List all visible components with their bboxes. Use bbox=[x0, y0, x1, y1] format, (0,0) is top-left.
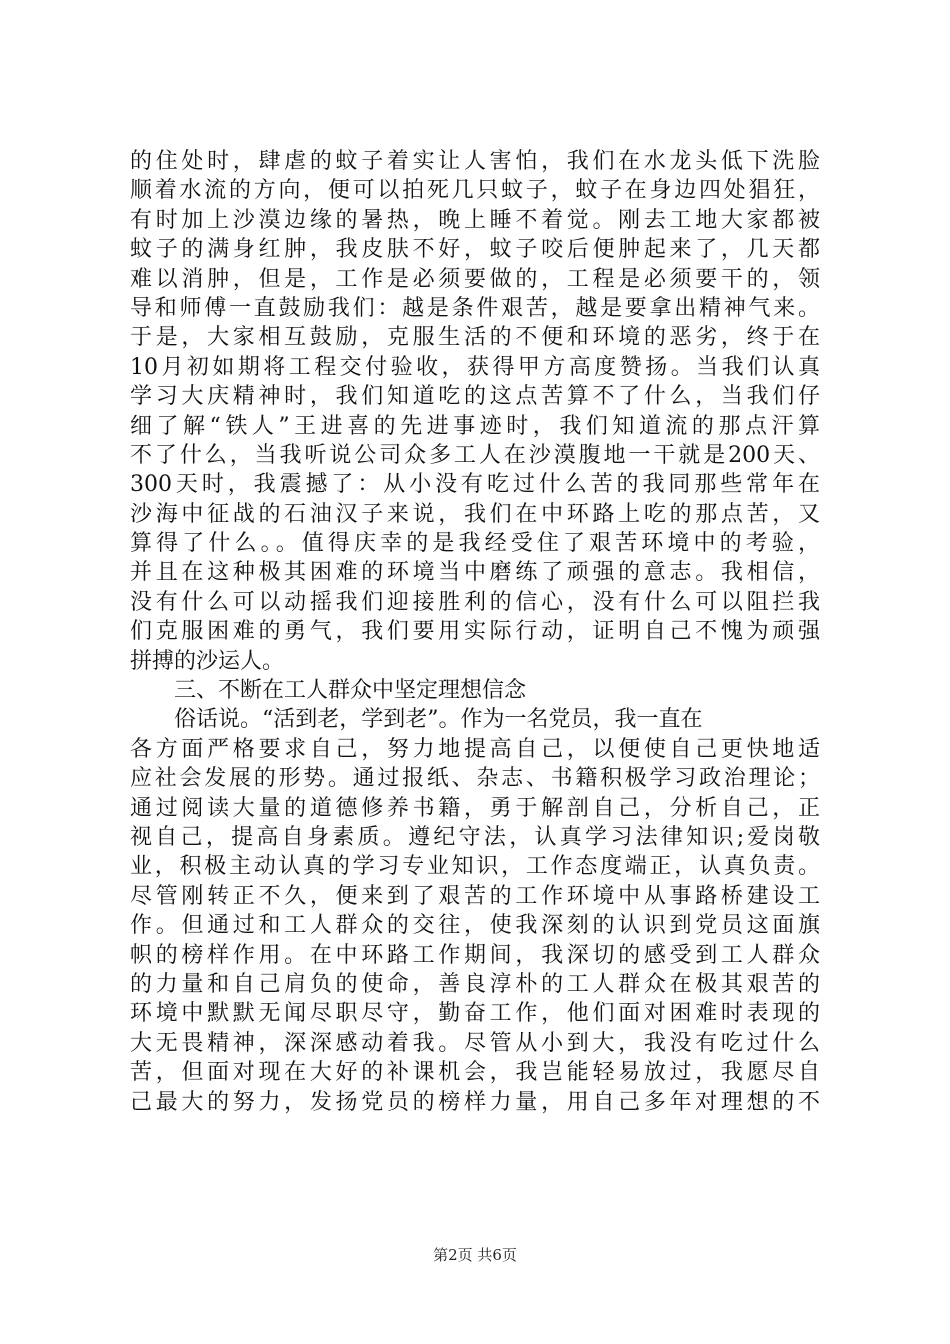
text-line: 各方面严格要求自己，努力地提高自己，以便使自己更快地适 bbox=[130, 736, 820, 762]
text-line: 没有什么可以动摇我们迎接胜利的信心，没有什么可以阻拦我 bbox=[130, 589, 820, 615]
document-body bbox=[130, 147, 820, 1117]
text-line: 拼搏的沙运人。 bbox=[130, 648, 285, 674]
text-line: 己最大的努力，发扬党员的榜样力量，用自己多年对理想的不 bbox=[130, 1089, 820, 1115]
text-line: 帜的榜样作用。在中环路工作期间，我深切的感受到工人群众 bbox=[130, 942, 820, 968]
text-line: 导和师傅一直鼓励我们：越是条件艰苦，越是要拿出精神气来。 bbox=[130, 295, 820, 321]
text-line: 细了解“铁人”王进喜的先进事迹时，我们知道流的那点汗算 bbox=[130, 413, 820, 439]
text-line: 业，积极主动认真的学习专业知识，工作态度端正，认真负责。 bbox=[130, 854, 820, 880]
text-line: 的住处时，肆虐的蚊子着实让人害怕，我们在水龙头低下洗脸 bbox=[130, 149, 820, 174]
text-line: 不了什么，当我听说公司众多工人在沙漠腹地一干就是200天、 bbox=[130, 442, 820, 468]
text-line: 应社会发展的形势。通过报纸、杂志、书籍积极学习政治理论； bbox=[130, 766, 820, 792]
text-line: 沙海中征战的石油汉子来说，我们在中环路上吃的那点苦，又 bbox=[130, 501, 820, 527]
text-line: 苦，但面对现在大好的补课机会，我岂能轻易放过，我愿尽自 bbox=[130, 1060, 820, 1086]
text-line: 视自己，提高自身素质。遵纪守法，认真学习法律知识;爱岗敬 bbox=[130, 824, 820, 850]
section-heading: 三、不断在工人群众中坚定理想信念 bbox=[174, 678, 527, 704]
text-line: 作。但通过和工人群众的交往，使我深刻的认识到党员这面旗 bbox=[130, 913, 820, 939]
text-line: 难以消肿，但是，工作是必须要做的，工程是必须要干的，领 bbox=[130, 266, 820, 292]
text-line: 们克服困难的勇气，我们要用实际行动，证明自己不愧为顽强 bbox=[130, 619, 820, 645]
page-number-footer: 第2页 共6页 bbox=[433, 1246, 517, 1264]
text-line: 蚊子的满身红肿，我皮肤不好，蚊子咬后便肿起来了，几天都 bbox=[130, 237, 820, 263]
text-line: 300天时，我震撼了：从小没有吃过什么苦的我同那些常年在 bbox=[130, 472, 820, 498]
text-line: 通过阅读大量的道德修养书籍，勇于解剖自己，分析自己，正 bbox=[130, 795, 820, 821]
text-line: 10月初如期将工程交付验收，获得甲方高度赞扬。当我们认真 bbox=[130, 354, 820, 380]
text-line: 的力量和自己肩负的使命，善良淳朴的工人群众在极其艰苦的 bbox=[130, 971, 820, 997]
text-line: 算得了什么。。值得庆幸的是我经受住了艰苦环境中的考验， bbox=[130, 531, 820, 557]
text-line: 于是，大家相互鼓励，克服生活的不便和环境的恶劣，终于在 bbox=[130, 325, 820, 351]
text-line: 有时加上沙漠边缘的暑热，晚上睡不着觉。刚去工地大家都被 bbox=[130, 207, 820, 233]
text-line: 俗话说。“活到老，学到老”。作为一名党员，我一直在 bbox=[174, 707, 703, 733]
text-line: 环境中默默无闻尽职尽守，勤奋工作，他们面对困难时表现的 bbox=[130, 1001, 820, 1027]
text-line: 大无畏精神，深深感动着我。尽管从小到大，我没有吃过什么 bbox=[130, 1030, 820, 1056]
text-line: 学习大庆精神时，我们知道吃的这点苦算不了什么，当我们仔 bbox=[130, 384, 820, 410]
text-line: 并且在这种极其困难的环境当中磨练了顽强的意志。我相信， bbox=[130, 560, 820, 586]
text-line: 尽管刚转正不久，便来到了艰苦的工作环境中从事路桥建设工 bbox=[130, 883, 820, 909]
text-line: 顺着水流的方向，便可以拍死几只蚊子，蚊子在身边四处猖狂， bbox=[130, 178, 820, 204]
